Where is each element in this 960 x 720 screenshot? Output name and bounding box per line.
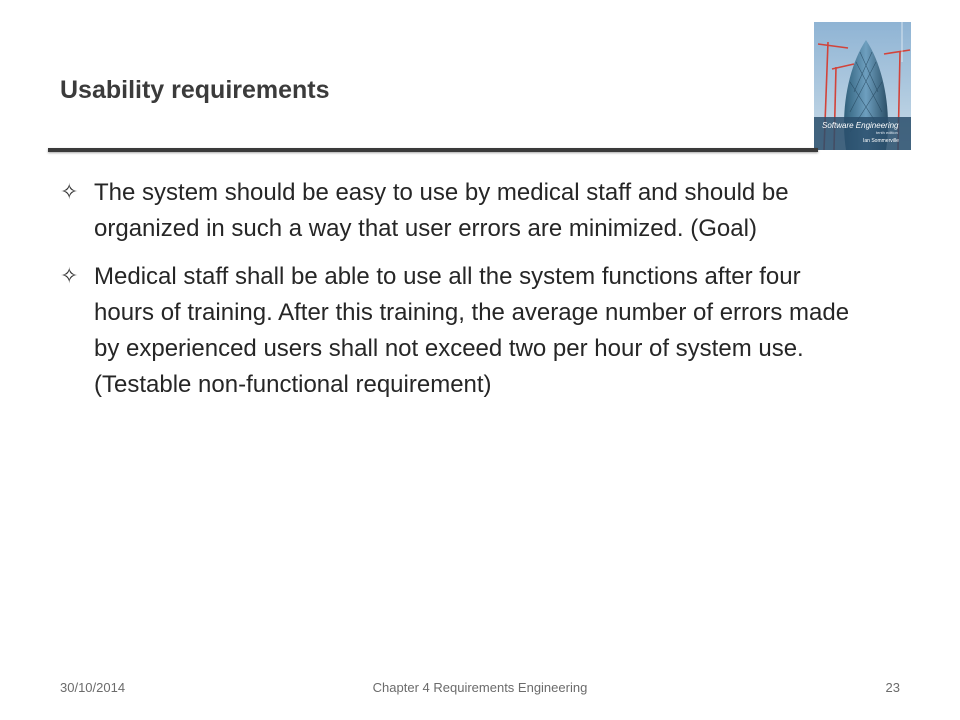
bullet-text: Medical staff shall be able to use all the system functions after four hours of training. After this training, the average number of errors made by experienced users shall not exceed two per hour of system use. (Testable non-functional requirement) [94, 263, 850, 398]
bullet-item [60, 259, 860, 403]
title-divider [48, 148, 818, 152]
cover-title: Software Engineering [822, 121, 899, 130]
star-bullet-icon: ✧ [60, 180, 79, 205]
bullet-text: The system should be easy to use by medical staff and should be organized in such a way that user errors are minimized. (Goal) [94, 179, 789, 242]
cover-edition: tenth edition [876, 130, 898, 135]
book-cover-image [814, 22, 911, 150]
bullet-item [60, 175, 860, 247]
cover-author: Ian Sommerville [863, 138, 899, 144]
footer-page-number: 23 [885, 680, 900, 695]
bullet-list [60, 175, 860, 415]
slide-title: Usability requirements [60, 76, 330, 104]
footer-chapter: Chapter 4 Requirements Engineering [372, 680, 588, 695]
footer-date: 30/10/2014 [60, 680, 126, 695]
star-bullet-icon: ✧ [60, 264, 79, 289]
